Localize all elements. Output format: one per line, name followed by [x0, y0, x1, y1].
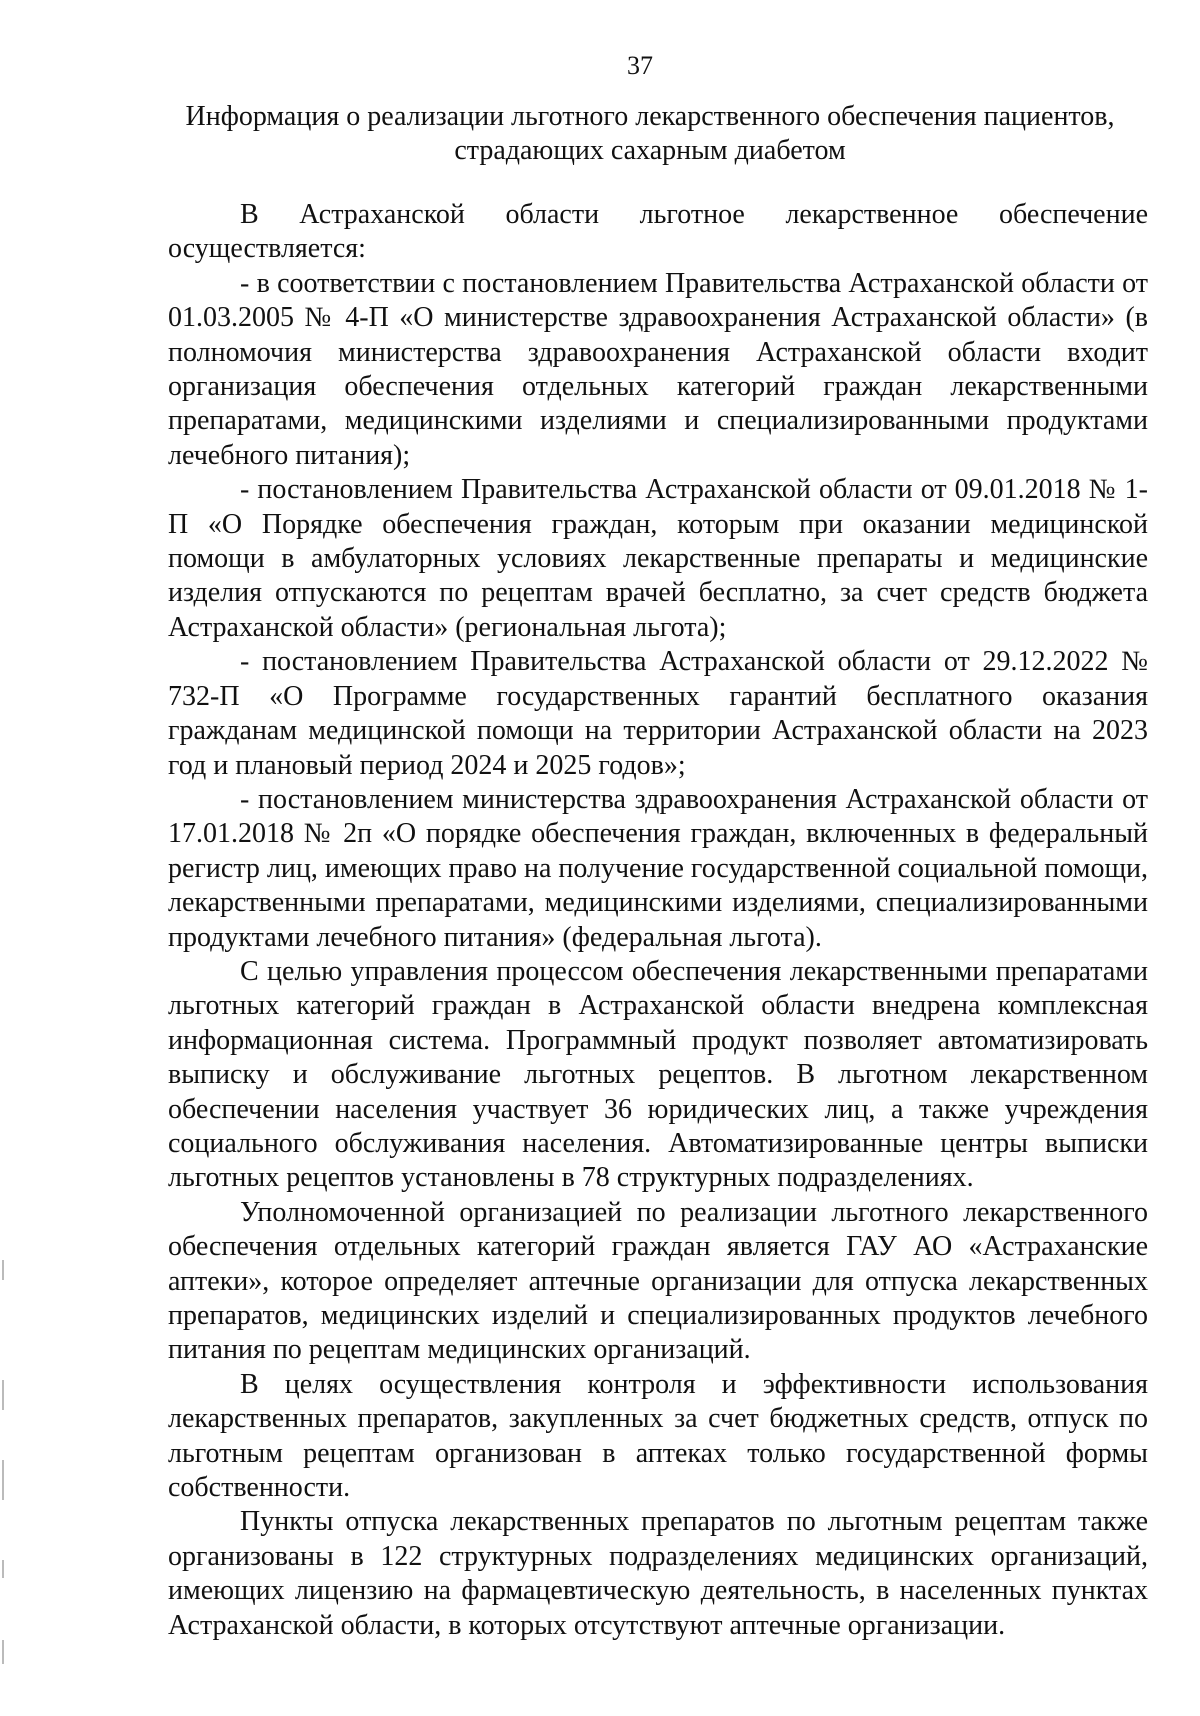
document-body: [168, 198, 1148, 1643]
paragraph-authorized-organization: Уполномоченной организацией по реализации льготного лекарственного обеспечения отдельных категорий граждан является ГАУ АО «Астраханские аптеки», которое определяет аптечные организации для отпуска лекарственных препаратов, медицинских изделий и специализированных продуктов лечебного питания по рецептам медицинских организаций.: [168, 1196, 1148, 1366]
paragraph-control: В целях осуществления контроля и эффективности использования лекарственных препаратов, закупленных за счет бюджетных средств, отпуск по льготным рецептам организован в аптеках только государственной формы собственности.: [168, 1368, 1148, 1504]
paragraph-item-3: - постановлением Правительства Астраханской области от 29.12.2022 № 732-П «О Программе государственных гарантий бесплатного оказания гражданам медицинской помощи на территории Астраханской области на 2023 год и плановый период 2024 и 2025 годов»;: [168, 646, 1148, 781]
paragraph-item-1: - в соответствии с постановлением Правительства Астраханской области от 01.03.2005 № 4-П «О министерстве здравоохранения Астраханской области» (в полномочия министерства здравоохранения Астраханской области входит организация обеспечения отдельных категорий граждан лекарственными препаратами, медицинскими изделиями и специализированными продуктами лечебного питания);: [168, 267, 1148, 471]
page-number: 37: [627, 51, 653, 80]
scan-edge-marks: [2, 1260, 6, 1700]
document-title: [150, 100, 1150, 168]
title-line-2: страдающих сахарным диабетом: [454, 135, 846, 166]
paragraph-information-system: С целью управления процессом обеспечения лекарственными препаратами льготных категорий граждан в Астраханской области внедрена комплексная информационная система. Программный продукт позволяет автоматизировать выписку и обслуживание льготных рецептов. В льготном лекарственном обеспечении населения участвует 36 юридических лиц, а также учреждения социального обслуживания населения. Автоматизированные центры выписки льготных рецептов установлены в 78 структурных подразделениях.: [168, 955, 1148, 1194]
paragraph-dispensing-points: Пункты отпуска лекарственных препаратов по льготным рецептам также организованы в 122 структурных подразделениях медицинских организаций, имеющих лицензию на фармацевтическую деятельность, в населенных пунктах Астраханской области, в которых отсутствуют аптечные организации.: [168, 1506, 1148, 1641]
title-line-1: Информация о реализации льготного лекарственного обеспечения пациентов,: [185, 101, 1115, 132]
paragraph-item-2: - постановлением Правительства Астраханской области от 09.01.2018 № 1-П «О Порядке обеспечения граждан, которым при оказании медицинской помощи в амбулаторных условиях лекарственные препараты и медицинские изделия отпускаются по рецептам врачей бесплатно, за счет средств бюджета Астраханской области» (региональная льгота);: [168, 474, 1148, 643]
paragraph-item-4: - постановлением министерства здравоохранения Астраханской области от 17.01.2018 № 2п «О порядке обеспечения граждан, включенных в федеральный регистр лиц, имеющих право на получение государственной социальной помощи, лекарственными препаратами, медицинскими изделиями, специализированными продуктами лечебного питания» (федеральная льгота).: [168, 783, 1148, 953]
paragraph-intro: В Астраханской области льготное лекарственное обеспечение осуществляется:: [168, 199, 1148, 265]
